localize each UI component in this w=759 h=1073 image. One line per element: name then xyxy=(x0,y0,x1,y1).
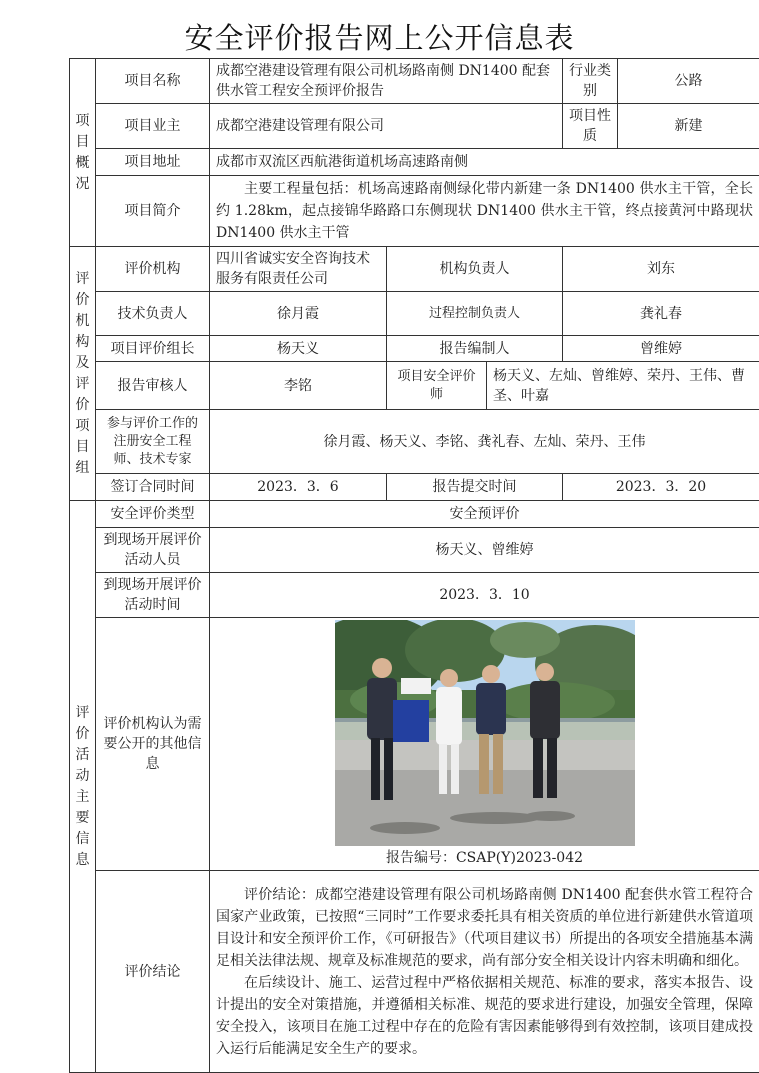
contract-date-label: 签订合同时间 xyxy=(96,474,210,501)
engineers-label: 参与评价工作的注册安全工程师、技术专家 xyxy=(96,410,210,474)
contract-date-value: 2023．3．6 xyxy=(210,474,387,501)
other-info-label: 评价机构认为需要公开的其他信息 xyxy=(96,618,210,871)
process-head-value: 龚礼春 xyxy=(563,292,759,336)
group-label-project xyxy=(70,59,96,247)
reviewer-label: 报告审核人 xyxy=(96,362,210,410)
nature-value: 新建 xyxy=(618,104,759,149)
info-table xyxy=(69,58,759,1073)
row-project-name xyxy=(70,59,759,104)
row-site-staff xyxy=(70,528,759,573)
intro-label: 项目简介 xyxy=(96,176,210,247)
nature-label: 项目性质 xyxy=(563,104,618,149)
row-project-intro xyxy=(70,176,759,247)
intro-value: 主要工程量包括：机场高速路南侧绿化带内新建一条 DN1400 供水主干管，全长约 1.28km，起点接锦华路路口东侧现状 DN1400 供水主干管，终点接黄河中路现状 DN1400 供水主干管 xyxy=(216,178,753,244)
owner-label: 项目业主 xyxy=(96,104,210,149)
reviewer-value: 李铭 xyxy=(210,362,387,410)
row-reviewer xyxy=(70,362,759,410)
eval-type-value: 安全预评价 xyxy=(210,501,759,528)
row-site-time xyxy=(70,573,759,618)
submit-date-value: 2023．3．20 xyxy=(563,474,759,501)
industry-label: 行业类别 xyxy=(563,59,618,104)
site-staff-label: 到现场开展评价活动人员 xyxy=(96,528,210,573)
conclusion-cell xyxy=(210,871,759,1073)
group-label-org xyxy=(70,247,96,501)
row-eval-type xyxy=(70,501,759,528)
other-info-cell xyxy=(210,618,759,871)
row-dates xyxy=(70,474,759,501)
row-tech-head xyxy=(70,292,759,336)
row-project-address xyxy=(70,149,759,176)
row-project-owner xyxy=(70,104,759,149)
team-leader-label: 项目评价组长 xyxy=(96,336,210,362)
agency-head-label: 机构负责人 xyxy=(387,247,563,292)
conclusion-label: 评价结论 xyxy=(96,871,210,1073)
row-agency xyxy=(70,247,759,292)
agency-label: 评价机构 xyxy=(96,247,210,292)
row-team-leader xyxy=(70,336,759,362)
group-label-org-text: 评 价 机 构 及 评 价 项 目 组 xyxy=(70,269,95,479)
group-label-activity-text: 评 价 活 动 主 要 信 息 xyxy=(70,703,95,871)
owner-value: 成都空港建设管理有限公司 xyxy=(210,104,563,149)
team-leader-value: 杨天义 xyxy=(210,336,387,362)
group-label-project-text: 项 目 概 况 xyxy=(70,111,95,195)
project-name-value: 成都空港建设管理有限公司机场路南侧 DN1400 配套供水管工程安全预评价报告 xyxy=(210,59,563,104)
site-staff-value: 杨天义、曾维婷 xyxy=(210,528,759,573)
tech-head-label: 技术负责人 xyxy=(96,292,210,336)
conclusion-paragraph-2: 在后续设计、施工、运营过程中严格依据相关规范、标准的要求，落实本报告、设计提出的安全对策措施，并遵循相关标准、规范的要求进行建设，加强安全管理，保障安全投入，该项目在施工过程中存在的危险有害因素能够得到有效控制，该项目建成投入运行后能满足安全生产的要求。 xyxy=(216,972,753,1060)
row-other-info xyxy=(70,618,759,871)
assessors-label: 项目安全评价师 xyxy=(387,362,487,410)
tech-head-value: 徐月霞 xyxy=(210,292,387,336)
address-label: 项目地址 xyxy=(96,149,210,176)
industry-value: 公路 xyxy=(618,59,759,104)
intro-cell xyxy=(210,176,759,247)
report-number: 报告编号：CSAP(Y)2023-042 xyxy=(214,848,755,868)
process-head-label: 过程控制负责人 xyxy=(387,292,563,336)
report-writer-value: 曾维婷 xyxy=(563,336,759,362)
document-title: 安全评价报告网上公开信息表 xyxy=(0,20,759,56)
site-time-value: 2023．3．10 xyxy=(210,573,759,618)
eval-type-label: 安全评价类型 xyxy=(96,501,210,528)
row-conclusion xyxy=(70,871,759,1073)
site-photo xyxy=(335,620,635,846)
agency-value: 四川省诚实安全咨询技术服务有限责任公司 xyxy=(210,247,387,292)
report-writer-label: 报告编制人 xyxy=(387,336,563,362)
agency-head-value: 刘东 xyxy=(563,247,759,292)
site-time-label: 到现场开展评价活动时间 xyxy=(96,573,210,618)
address-value: 成都市双流区西航港街道机场高速路南侧 xyxy=(210,149,759,176)
engineers-value: 徐月霞、杨天义、李铭、龚礼春、左灿、荣丹、王伟 xyxy=(210,410,759,474)
assessors-value: 杨天义、左灿、曾维婷、荣丹、王伟、曹圣、叶嘉 xyxy=(487,362,759,410)
conclusion-paragraph-1: 评价结论：成都空港建设管理有限公司机场路南侧 DN1400 配套供水管工程符合国家产业政策，已按照“三同时”工作要求委托具有相关资质的单位进行新建供水管道项目设计和安全预评价工作，《可研报告》（代项目建议书）所提出的各项安全措施基本满足相关法律法规、规章及标准规范的要求，尚有部分安全相关设计内容未明确和细化。 xyxy=(216,884,753,972)
row-engineers xyxy=(70,410,759,474)
group-label-activity xyxy=(70,501,96,1073)
project-name-label: 项目名称 xyxy=(96,59,210,104)
submit-date-label: 报告提交时间 xyxy=(387,474,563,501)
